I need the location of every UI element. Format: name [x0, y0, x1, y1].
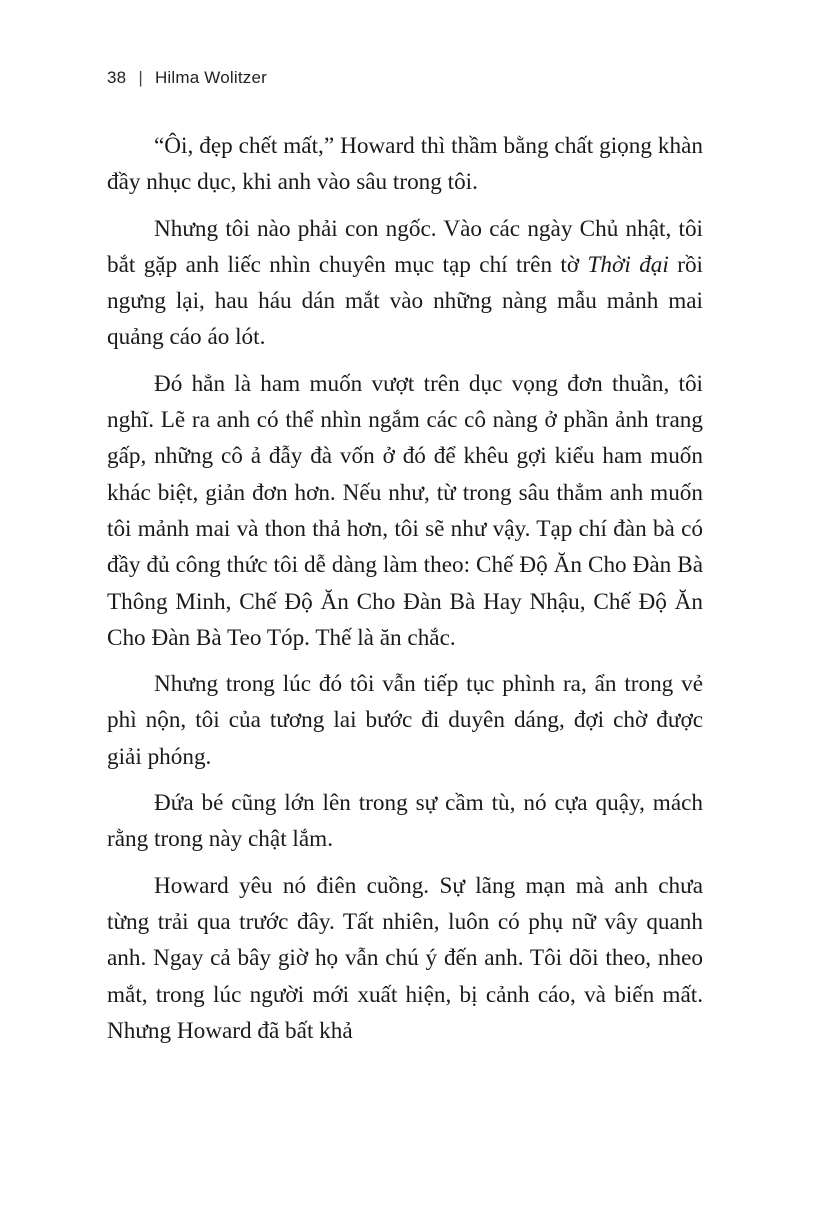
page-number: 38 — [107, 68, 127, 87]
author-name: Hilma Wolitzer — [154, 68, 267, 87]
paragraph-3: Đó hẳn là ham muốn vượt trên dục vọng đơn thuần, tôi nghĩ. Lẽ ra anh có thể nhìn ngắm các cô nàng ở phần ảnh trang gấp, những cô ả đẫy đà vốn ở đó để khêu gợi kiểu ham muốn khác biệt, giản đơn hơn. Nếu như, từ trong sâu thẳm anh muốn tôi mảnh mai và thon thả hơn, tôi sẽ như vậy. Tạp chí đàn bà có đầy đủ công thức tôi dễ dàng làm theo: Chế Độ Ăn Cho Đàn Bà Thông Minh, Chế Độ Ăn Cho Đàn Bà Hay Nhậu, Chế Độ Ăn Cho Đàn Bà Teo Tóp. Thế là ăn chắc. — [107, 370, 703, 651]
paragraph-5: Đứa bé cũng lớn lên trong sự cầm tù, nó cựa quậy, mách rằng trong này chật lắm. — [107, 790, 703, 853]
paragraph-4: Nhưng trong lúc đó tôi vẫn tiếp tục phình ra, ẩn trong vẻ phì nộn, tôi của tương lai bước đi duyên dáng, đợi chờ được giải phóng. — [107, 671, 703, 770]
newspaper-title: Thời đại — [587, 251, 669, 278]
running-head — [107, 68, 267, 88]
running-head-separator: | — [138, 68, 143, 87]
paragraph-1: “Ôi, đẹp chết mất,” Howard thì thầm bằng chất giọng khàn đầy nhục dục, khi anh vào sâu trong tôi. — [107, 133, 703, 196]
paragraph-6: Howard yêu nó điên cuồng. Sự lãng mạn mà anh chưa từng trải qua trước đây. Tất nhiên, luôn có phụ nữ vây quanh anh. Ngay cả bây giờ họ vẫn chú ý đến anh. Tôi dõi theo, nheo mắt, trong lúc người mới xuất hiện, bị cảnh cáo, và biến mất. Nhưng Howard đã bất khả — [107, 872, 703, 1044]
paragraph-2 — [107, 211, 703, 356]
paragraph-2-text-before: Nhưng tôi nào phải con ngốc. Vào các ngày Chủ nhật, tôi bắt gặp anh liếc nhìn chuyên mục tạp chí trên tờ — [107, 215, 703, 278]
body-text — [107, 128, 703, 1059]
paragraph-2-text-after: rồi ngưng lại, hau háu dán mắt vào những nàng mẫu mảnh mai quảng cáo áo lót. — [107, 251, 703, 351]
